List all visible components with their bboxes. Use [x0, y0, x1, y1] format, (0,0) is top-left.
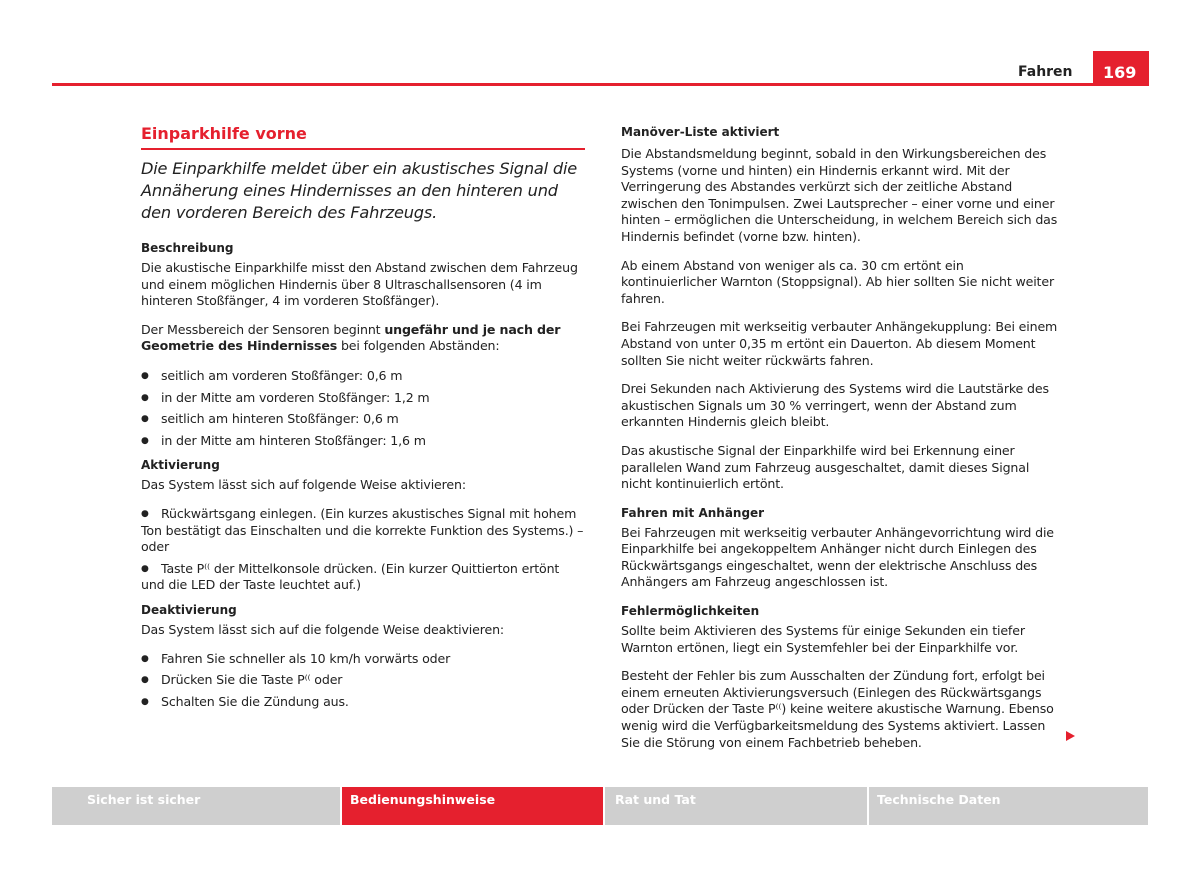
fehler-heading: Fehlermöglichkeiten [621, 604, 760, 619]
messbereich-pre: Der Messbereich der Sensoren beginnt [141, 321, 385, 337]
intro-text: Die Einparkhilfe meldet über ein akustisches Signal die Annäherung eines Hindernisses an den hinteren und den vorderen Bereich des Fahrzeugs. [141, 159, 578, 222]
list-item: ● Drücken Sie die Taste P⁽⁽ oder [141, 672, 585, 689]
paragraph: Besteht der Fehler bis zum Ausschalten der Zündung fort, erfolgt bei einem erneuten Aktivierungsversuch (Einlegen des Rückwärtsgangs oder Drücken der Taste P⁽⁽) keine weitere akustische Warnung. Ebenso wenig wird die Verfügbarkeitsmeldung des Systems aktiviert. Lassen Sie die Störung von einem Fachbetrieb beheben. [621, 668, 1054, 750]
manoever-heading: Manöver-Liste aktiviert [621, 125, 780, 139]
paragraph: Drei Sekunden nach Aktivierung des Systems wird die Lautstärke des akustischen Signals um 30 % verringert, wenn der Abstand zum erkannten Hindernis gleich bleibt. [621, 381, 1049, 430]
beschreibung-heading: Beschreibung [141, 241, 234, 255]
tab-rat-und-tat[interactable]: Rat und Tat [605, 787, 867, 825]
tab-bedienungshinweise[interactable]: Bedienungshinweise [342, 787, 603, 825]
paragraph: Sollte beim Aktivieren des Systems für einige Sekunden ein tiefer Warnton ertönen, liegt ein Systemfehler bei der Einparkhilfe vor. [621, 623, 1025, 655]
list-item: ● seitlich am vorderen Stoßfänger: 0,6 m [141, 368, 585, 385]
chapter-title: Fahren [1018, 64, 1073, 80]
deaktivierung-heading: Deaktivierung [141, 602, 237, 617]
distance-list [141, 368, 585, 449]
footer-nav [52, 787, 1148, 825]
list-item: ● in der Mitte am hinteren Stoßfänger: 1,6 m [141, 433, 585, 450]
list-item: ● in der Mitte am vorderen Stoßfänger: 1,2 m [141, 390, 585, 407]
list-item: ● seitlich am hinteren Stoßfänger: 0,6 m [141, 411, 585, 428]
list-item: ● Taste P⁽⁽ der Mittelkonsole drücken. (Ein kurzer Quittierton ertönt und die LED der Taste leuchtet auf.) [141, 561, 585, 594]
paragraph: Bei Fahrzeugen mit werkseitig verbauter Anhängevorrichtung wird die Einparkhilfe bei angekoppeltem Anhänger nicht durch Einlegen des Rückwärtsgangs eingeschaltet, wenn der elektrische Anschluss des Anhängers am Fahrzeug angeschlossen ist. [621, 524, 1054, 590]
right-column [621, 124, 1061, 751]
paragraph: Ab einem Abstand von weniger als ca. 30 cm ertönt ein kontinuierlicher Warnton (Stoppsignal). Ab hier sollten Sie nicht weiter fahren. [621, 257, 1054, 306]
tab-sicher-ist-sicher[interactable]: Sicher ist sicher [52, 787, 340, 825]
list-item: ● Rückwärtsgang einlegen. (Ein kurzes akustisches Signal mit hohem Ton bestätigt das Einschalten und die korrekte Funktion des Systems.) – oder [141, 506, 585, 556]
deaktivierung-text: Das System lässt sich auf die folgende Weise deaktivieren: [141, 621, 505, 637]
aktivierung-heading: Aktivierung [141, 458, 220, 473]
tab-technische-daten[interactable]: Technische Daten [869, 787, 1148, 825]
messbereich-post: bei folgenden Abständen: [337, 338, 500, 354]
messbereich-text [141, 322, 585, 355]
beschreibung-text: Die akustische Einparkhilfe misst den Abstand zwischen dem Fahrzeug und einem möglichen Hindernis über 8 Ultraschallsensoren (4 im hinteren Stoßfänger, 4 im vorderen Stoßfänger). [141, 260, 578, 309]
page-number: 169 [1093, 51, 1149, 86]
aktivierung-list [141, 506, 585, 594]
messbereich-bold: ungefähr und je nach der Geometrie des Hindernisses [141, 321, 561, 354]
aktivierung-text: Das System lässt sich auf folgende Weise aktivieren: [141, 477, 466, 493]
paragraph: Das akustische Signal der Einparkhilfe wird bei Erkennung einer parallelen Wand zum Fahrzeug ausgeschaltet, damit dieses Signal nicht kontinuierlich ertönt. [621, 442, 1030, 492]
list-item: ● Fahren Sie schneller als 10 km/h vorwärts oder [141, 651, 585, 668]
deaktivierung-list [141, 651, 585, 711]
anhaenger-heading: Fahren mit Anhänger [621, 505, 765, 520]
continue-arrow-icon [1066, 731, 1075, 741]
left-column [141, 123, 585, 715]
list-item: ● Schalten Sie die Zündung aus. [141, 694, 585, 711]
section-title: Einparkhilfe vorne [141, 124, 307, 143]
paragraph: Bei Fahrzeugen mit werkseitig verbauter Anhängekupplung: Bei einem Abstand von unter 0,35 m ertönt ein Dauerton. Ab diesem Moment sollten Sie nicht weiter rückwärts fahren. [621, 319, 1058, 368]
section-title-rule [141, 148, 585, 150]
header-rule [52, 83, 1148, 86]
paragraph: Die Abstandsmeldung beginnt, sobald in den Wirkungsbereichen des Systems (vorne und hinten) ein Hindernis erkannt wird. Mit der Verringerung des Abstandes verkürzt sich der zeitliche Abstand zwischen den Tonimpulsen. Zwei Lautsprecher – einer vorne und einer hinten – ermöglichen die Unterscheidung, in welchem Bereich sich das Hindernis befindet (vorne bzw. hinten). [621, 146, 1058, 244]
